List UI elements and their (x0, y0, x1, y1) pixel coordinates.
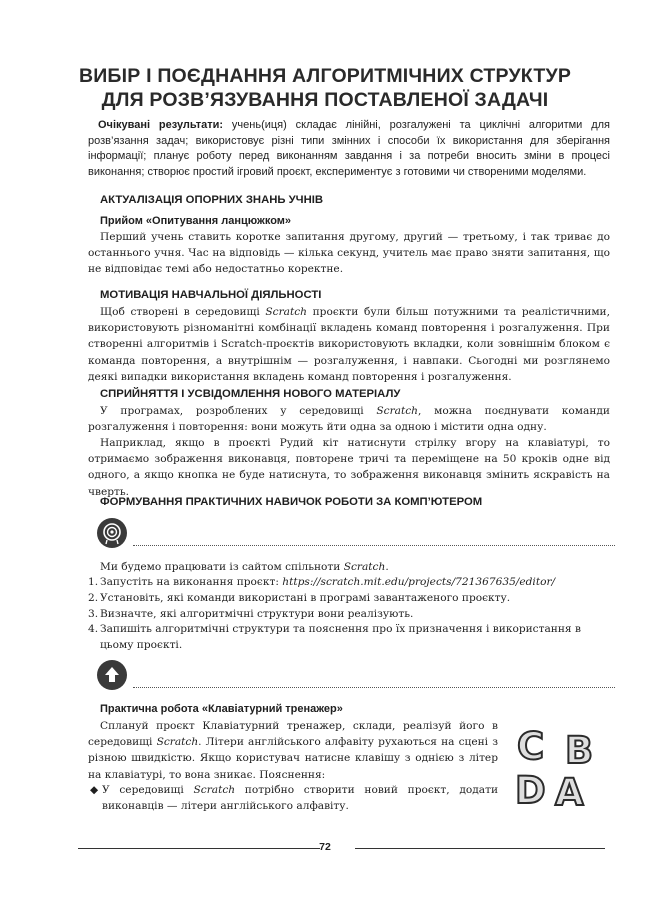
title-line-1: ВИБІР І ПОЄДНАННЯ АЛГОРИТМІЧНИХ СТРУКТУР (78, 65, 572, 87)
text-part: потрібно створити новий проєкт, додати виконавців — літери англійського алфавіту. (102, 784, 499, 813)
dotted-rule (133, 687, 615, 688)
scratch-term: Scratch (265, 306, 307, 318)
alphabet-letters-illustration (515, 725, 610, 815)
item-number: 4. (88, 623, 99, 636)
title-line-2: ДЛЯ РОЗВ’ЯЗУВАННЯ ПОСТАВЛЕНОЇ ЗАДАЧІ (101, 89, 549, 111)
footer-rule-right (355, 848, 605, 849)
page-number: 72 (319, 841, 331, 853)
list-item (88, 591, 610, 607)
letter-c: C (517, 725, 545, 768)
section3-paragraph-1 (88, 403, 610, 435)
section3-paragraph-2: Наприклад, якщо в проєкті Рудий кіт натиснути стрілку вгору на клавіатурі, то отримаємо зображення виконавця, повторене тричі та переміщене на 50 кроків одне від одного, а якщо кнопка не буде натиснута, то зображення виконавця змінить яскравість на чверть. (88, 437, 610, 498)
icon-divider-1 (97, 518, 615, 550)
icon-divider-2 (97, 660, 615, 692)
item-number: 3. (88, 607, 99, 620)
task-list (88, 575, 610, 654)
text-part: . Літери англійського алфавіту рухаються на сцені з різною швидкістю. Якщо користувач натисне клавішу з однією з літер на клавіатурі, то вона зникає. Пояснення: (88, 736, 498, 781)
section1-paragraph: Перший учень ставить коротке запитання другому, другий — третьому, і так триває до останнього учня. Час на відповідь — кілька секунд, учитель має право зняти запитання, що не відповідає темі або недостатньо коректне. (88, 231, 610, 276)
text-part: Щоб створені в середовищі (100, 306, 266, 318)
practical-work-title: Практична робота «Клавіатурний тренажер» (100, 703, 343, 715)
method-title: Прийом «Опитування ланцюжком» (100, 215, 292, 227)
text-part: , можна поєднувати команди розгалуження і повторення: вони можуть йти одна за одною і містити одна одну. (88, 405, 610, 434)
dotted-rule (133, 545, 615, 546)
item-text: Установіть, які команди використані в програмі завантаженого проєкту. (100, 591, 511, 604)
practice-intro (88, 559, 610, 575)
letter-d: D (515, 769, 546, 812)
text-part: Ми будемо працювати із сайтом спільноти (100, 561, 344, 573)
scratch-term: Scratch (156, 736, 199, 749)
expected-results-label: Очікувані результати: (98, 119, 224, 131)
section-heading-motivation: МОТИВАЦІЯ НАВЧАЛЬНОЇ ДІЯЛЬНОСТІ (100, 289, 322, 301)
upload-arrow-icon (97, 660, 127, 690)
text-part: У програмах, розроблених у середовищі (100, 405, 377, 417)
scratch-term: Scratch (376, 405, 419, 417)
letter-a: A (555, 771, 584, 814)
item-text: Запишіть алгоритмічні структури та пояснення про їх призначення і використання в цьому проєкті. (100, 623, 581, 652)
practical-work-text (88, 718, 498, 783)
scratch-term: Scratch (343, 561, 386, 573)
bullet-icon: ◆ (90, 784, 99, 796)
text-part: Сплануй проєкт Клавіатурний тренажер, склади, реалізуй його в середовищі (88, 720, 498, 749)
text-part: проєкти були більш потужними та реалістичними, використовують різноманітні комбінації вкладень команд повторення і розгалуження. При створенні алгоритмів і Scratch-проєктів використовують вкладки, коли зовнішнім блоком є команда повторення, а внутрішнім — розгалуження, і навпаки. Сьогодні ми розглянемо деякі випадки використання вкладень команд повторення і розгалуження. (88, 306, 610, 383)
list-item (88, 607, 610, 623)
text-part: У середовищі (102, 784, 194, 796)
page-title (0, 64, 650, 112)
section2-paragraph (88, 304, 610, 385)
item-text: Запустіть на виконання проєкт: (100, 576, 283, 588)
item-text: Визначте, які алгоритмічні структури вони реалізують. (100, 607, 414, 620)
bullet-item (88, 782, 498, 814)
target-head-icon (97, 518, 127, 548)
item-number: 2. (88, 591, 99, 604)
expected-results (88, 118, 610, 180)
expected-results-text: учень(иця) складає лінійні, розгалужені та циклічні алгоритми для розв’язання задач; використовує різні типи змінних і способи їх використання для зберігання інформації; планує роботу перед виконанням завдання і за потреби вносить зміни в процесі виконання; створює простий ігровий проєкт, експериментує з готовими чи створеними моделями. (88, 119, 610, 178)
scratch-term: Scratch (193, 784, 236, 796)
section-heading-actualization: АКТУАЛІЗАЦІЯ ОПОРНИХ ЗНАНЬ УЧНІВ (100, 194, 324, 206)
item-number: 1. (88, 576, 99, 588)
letter-b: B (565, 729, 594, 772)
section-heading-practice: ФОРМУВАННЯ ПРАКТИЧНИХ НАВИЧОК РОБОТИ ЗА КОМП’ЮТЕРОМ (100, 496, 483, 508)
text-part: . (385, 561, 389, 573)
list-item (88, 622, 610, 654)
section-heading-perception: СПРИЙНЯТТЯ І УСВІДОМЛЕННЯ НОВОГО МАТЕРІАЛУ (100, 388, 401, 400)
project-link[interactable]: https://scratch.mit.edu/projects/721367635/editor/ (282, 576, 556, 588)
list-item (88, 575, 610, 591)
